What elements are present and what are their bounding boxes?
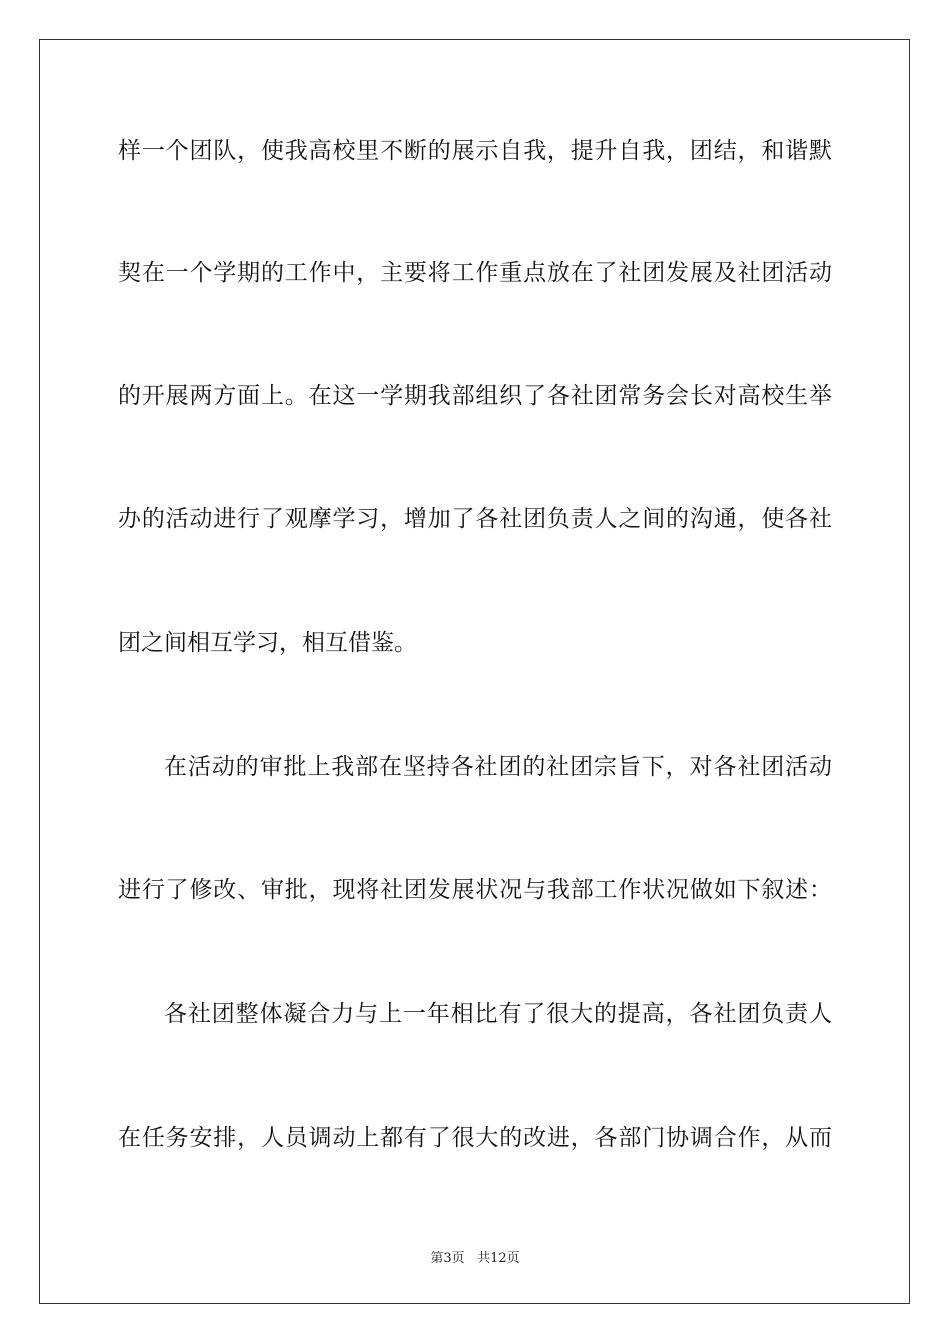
text-line-4: 办的活动进行了观摩学习，增加了各社团负责人之间的沟通，使各社 bbox=[118, 506, 832, 532]
text-line-9: 在任务安排，人员调动上都有了很大的改进，各部门协调合作，从而 bbox=[118, 1125, 832, 1151]
text-line-8: 各社团整体凝合力与上一年相比有了很大的提高，各社团负责人 bbox=[164, 1001, 832, 1027]
text-line-2: 契在一个学期的工作中，主要将工作重点放在了社团发展及社团活动 bbox=[118, 260, 832, 286]
page-footer bbox=[0, 1247, 950, 1266]
text-line-5: 团之间相互学习，相互借鉴。 bbox=[118, 630, 417, 656]
text-line-6: 在活动的审批上我部在坚持各社团的社团宗旨下，对各社团活动 bbox=[164, 754, 832, 780]
page-total: 共12页 bbox=[477, 1251, 520, 1266]
text-line-3: 的开展两方面上。在这一学期我部组织了各社团常务会长对高校生举 bbox=[118, 383, 832, 409]
text-line-7: 进行了修改、审批，现将社团发展状况与我部工作状况做如下叙述： bbox=[118, 877, 832, 903]
page-frame bbox=[39, 39, 910, 1304]
page-number: 第3页 bbox=[430, 1251, 465, 1266]
text-line-1: 样一个团队，使我高校里不断的展示自我，提升自我，团结，和谐默 bbox=[118, 138, 832, 164]
